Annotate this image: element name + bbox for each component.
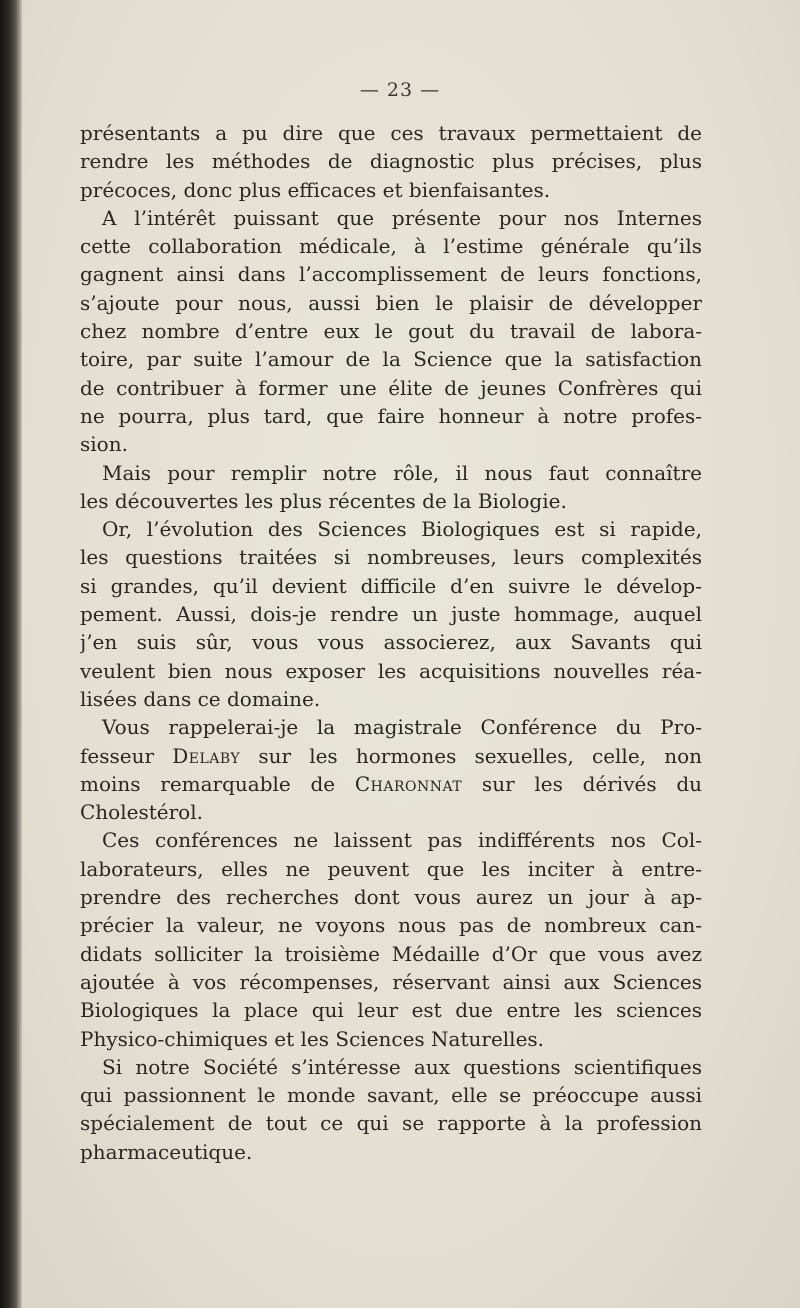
text-line: lisées dans ce domaine. [80,686,321,711]
body-text [80,119,702,1166]
text-line: rendre les méthodes de diagnostic plus précises, plus [80,149,702,174]
text-line: ne pourra, plus tard, que faire honneur à notre profes- [80,403,702,428]
text-line: gagnent ainsi dans l’accomplissement de leurs fonctions, [80,262,702,287]
text-line: précoces, donc plus efficaces et bienfaisantes. [80,177,551,202]
text-line: Or, l’évolution des Sciences Biologiques est si rapide, [102,517,702,542]
text-line: cette collaboration médicale, à l’estime générale qu’ils [80,234,702,259]
text-line: Si notre Société s’intéresse aux questions scientifiques [102,1054,702,1079]
text-line: précier la valeur, ne voyons nous pas de nombreux can- [80,913,702,938]
text-segment: fesseur [80,743,173,768]
text-line: veulent bien nous exposer les acquisitions nouvelles réa- [80,658,702,683]
author-name: Charonnat [354,771,463,796]
page-number: — 23 — [359,79,441,101]
text-line: qui passionnent le monde savant, elle se préoccupe aussi [80,1083,702,1108]
text-line: spécialement de tout ce qui se rapporte à la profession [80,1111,702,1136]
text-line: prendre des recherches dont vous aurez un jour à ap- [80,885,702,910]
text-line: Vous rappelerai-je la magistrale Conférence du Pro- [102,715,702,740]
text-line: laborateurs, elles ne peuvent que les inciter à entre- [80,856,702,881]
text-line: s’ajoute pour nous, aussi bien le plaisir de développer [80,290,702,315]
text-line: chez nombre d’entre eux le gout du travail de labora- [80,319,702,344]
text-line [80,742,702,770]
text-line: sion. [80,432,128,457]
text-line: pement. Aussi, dois-je rendre un juste hommage, auquel [80,602,702,627]
text-line: Cholestérol. [80,800,203,825]
book-binding-edge [0,0,22,1308]
author-name: Delaby [172,743,241,768]
text-line: les questions traitées si nombreuses, leurs complexités [80,545,702,570]
text-segment: sur les dérivés du [462,771,702,796]
text-line: Ces conférences ne laissent pas indifférents nos Col- [102,828,702,853]
text-segment: moins remarquable de [80,771,355,796]
text-line [80,770,702,798]
text-line: de contribuer à former une élite de jeunes Confrères qui [80,375,702,400]
text-line: les découvertes les plus récentes de la Biologie. [80,488,567,513]
text-line: toire, par suite l’amour de la Science que la satisfaction [80,347,702,372]
text-line: didats solliciter la troisième Médaille d’Or que vous avez [80,941,702,966]
text-segment: sur les hormones sexuelles, celle, non [240,743,702,768]
text-line: Mais pour remplir notre rôle, il nous faut connaître [102,460,702,485]
text-line: ajoutée à vos récompenses, réservant ainsi aux Sciences [80,969,702,994]
text-line: A l’intérêt puissant que présente pour nos Internes [102,205,702,230]
text-line: j’en suis sûr, vous vous associerez, aux Savants qui [80,630,702,655]
text-line: Physico-chimiques et les Sciences Naturelles. [80,1026,545,1051]
text-line: si grandes, qu’il devient difficile d’en suivre le dévelop- [80,573,702,598]
text-line: pharmaceutique. [80,1139,253,1164]
text-line: Biologiques la place qui leur est due entre les sciences [80,998,702,1023]
text-line: présentants a pu dire que ces travaux permettaient de [80,121,702,145]
